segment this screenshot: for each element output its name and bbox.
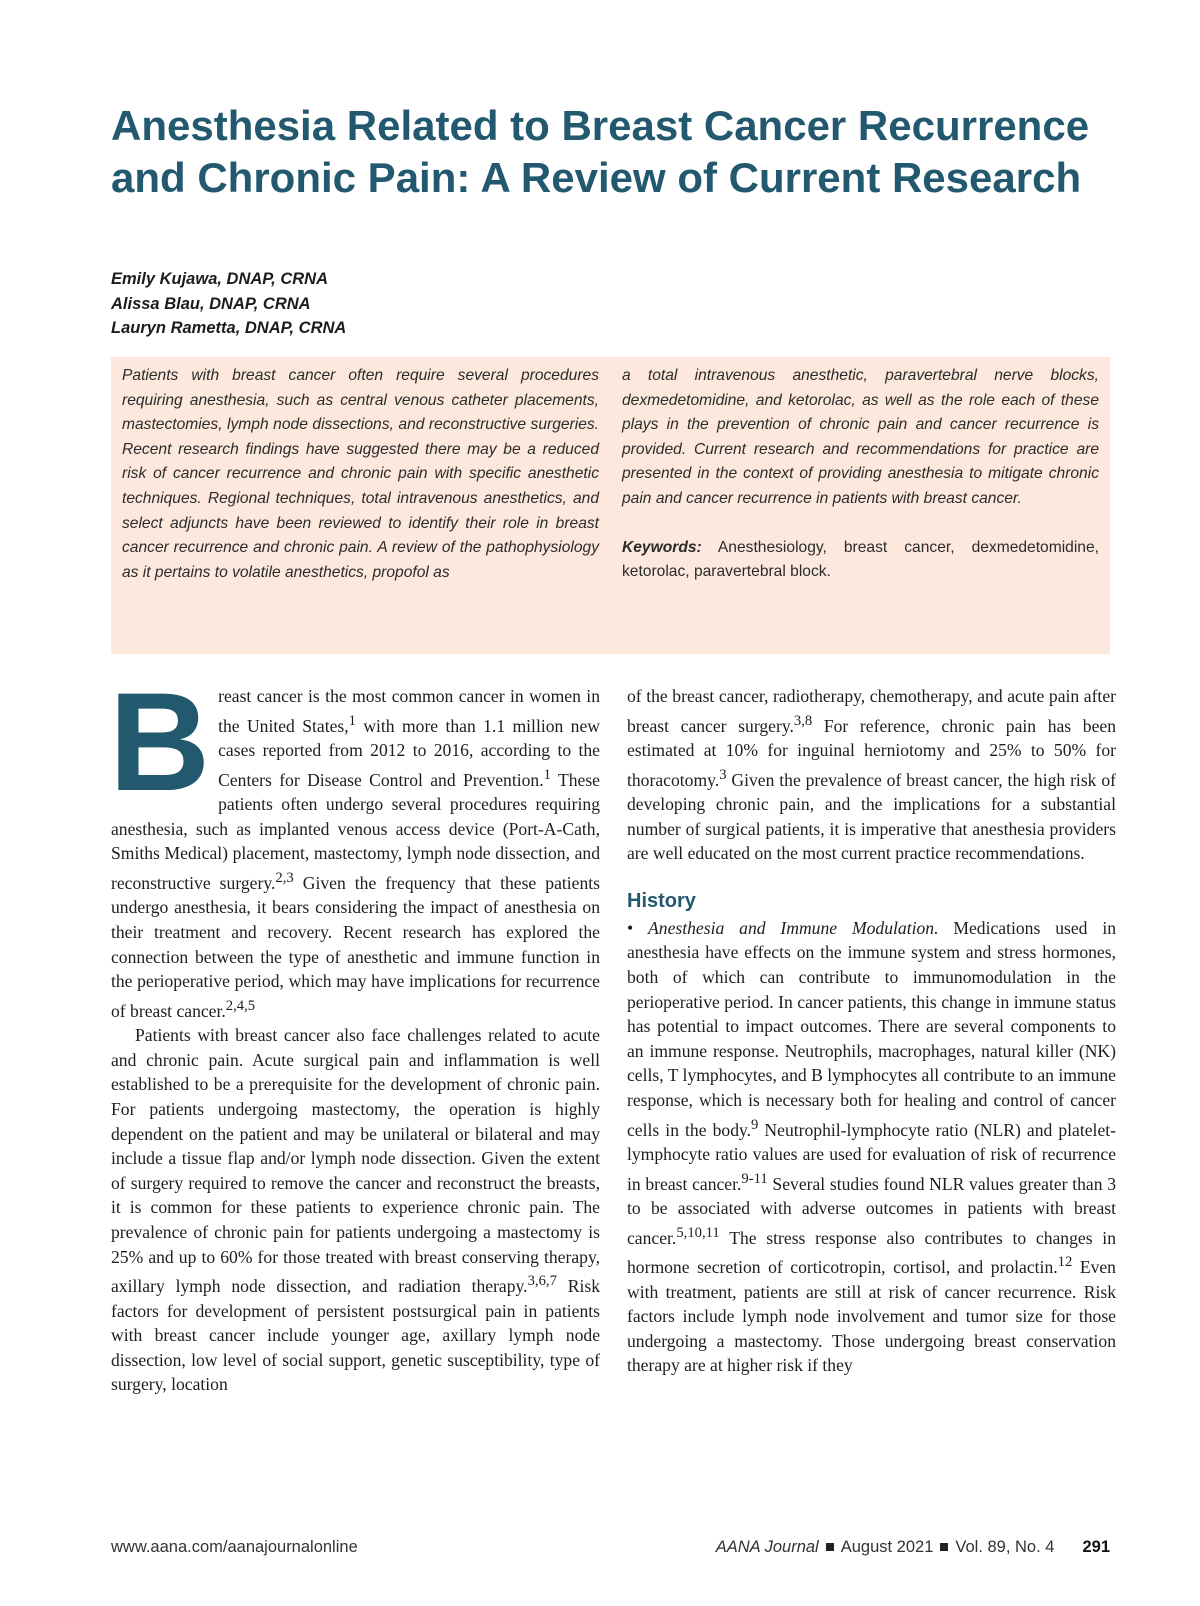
subsection-heading: Anesthesia and Immune Modulation.: [648, 917, 939, 938]
page-number: 291: [1082, 1538, 1110, 1556]
keywords-label: Keywords:: [622, 538, 702, 556]
keywords: [622, 536, 1099, 585]
body-paragraph: Patients with breast cancer also face challenges related to acute and chronic pain. Acute surgical pain and inflammation is well established to be a prerequisite for the development of chronic pain. For patients undergoing mastectomy, the operation is highly dependent on the patient and may be unilateral or bilateral and may include a tissue flap and/or lymph node dissection. Given the extent of surgery required to remove the cancer and reconstruct the breasts, it is common for these patients to experience chronic pain. The prevalence of chronic pain for patients undergoing a mastectomy is 25% and up to 60% for those treated with breast conserving therapy, axillary lymph node dissection, and radiation therapy.$^{3,6,7}$ Risk factors for development of persistent postsurgical pain in patients with breast cancer include younger age, axillary lymph node dissection, low level of social support, genetic susceptibility, type of surgery, location: [111, 1025, 601, 1395]
author-name: Alissa Blau, DNAP, CRNA: [111, 294, 311, 313]
body-column-right: [627, 684, 1116, 1378]
citation: 3,8: [793, 712, 813, 729]
citation: 1: [543, 766, 551, 783]
citation: 3,6,7: [527, 1273, 557, 1290]
citation: 2,3: [275, 869, 294, 886]
body-column-left: [109, 663, 601, 1397]
citation: 5,10,11: [676, 1224, 720, 1241]
keywords-list: Anesthesiology, breast cancer, dexmedetomidine, ketorolac, paravertebral block.: [622, 538, 1099, 581]
abstract-box: [111, 357, 1110, 654]
footer-citation: [716, 1538, 1110, 1557]
article-title: Anesthesia Related to Breast Cancer Recurrence and Chronic Pain: A Review of Current Research: [111, 102, 1090, 201]
intro-paragraph: Breast cancer is the most common cancer in women in the United States,$^1$ with more than 1.1 million new cases reported from 2012 to 2016, according to the Centers for Disease Control and Prevention.$^1$ These patients often undergo several procedures requiring anesthesia, such as implanted venous access device (Port-A-Cath, Smiths Medical) placement, mastectomy, lymph node dissection, and reconstructive surgery.$^{2,3}$ Given the frequency that these patients undergo anesthesia, it bears considering the impact of anesthesia on their treatment and recovery. Recent research has explored the connection between the type of anesthetic and immune function in the perioperative period, which may have implications for recurrence of breast cancer.$^{2,4,5}$: [109, 663, 600, 1021]
journal-name: AANA Journal: [715, 1538, 819, 1556]
citation: 2,4,5: [225, 997, 256, 1014]
drop-cap: B: [109, 663, 211, 820]
footer-url[interactable]: www.aana.com/aanajournalonline: [111, 1538, 358, 1556]
abstract-text: Patients with breast cancer often require several procedures requiring anesthesia, such as central venous catheter placements, mastectomies, lymph node dissections, and reconstructive surgeries. Recent research findings have suggested there may be a reduced risk of cancer recurrence and chronic pain with specific anesthetic techniques. Regional techniques, total intravenous anesthetics, and select adjuncts have been reviewed to identify their role in breast cancer recurrence and chronic pain. A review of the pathophysiology as it pertains to volatile anesthetics, propofol as: [122, 367, 599, 581]
citation: 1: [348, 712, 356, 729]
issue-date: August 2021: [840, 1538, 934, 1556]
author-name: Emily Kujawa, DNAP, CRNA: [111, 270, 328, 288]
author-name: Lauryn Rametta, DNAP, CRNA: [111, 319, 347, 337]
body-paragraph: • Anesthesia and Immune Modulation. Medications used in anesthesia have effects on the immune system and stress hormones, both of which can contribute to immunomodulation in the perioperative period. In cancer patients, this change in immune status has potential to impact outcomes. There are several components to an immune response. Neutrophils, macrophages, natural killer (NK) cells, T lymphocytes, and B lymphocytes all contribute to an immune response, which is necessary both for healing and control of cancer cells in the body.$^9$ Neutrophil-lymphocyte ratio (NLR) and platelet-lymphocyte ratio values are used for evaluation of risk of recurrence in breast cancer.$^{9-11}$ Several studies found NLR values greater than 3 to be associated with adverse outcomes in patients with breast cancer.$^{5,10,11}$ The stress response also contributes to changes in hormone secretion of corticotropin, cortisol, and prolactin.$^{12}$ Even with treatment, patients are still at risk of cancer recurrence. Risk factors include lymph node involvement and tumor size for those undergoing a mastectomy. Those undergoing breast conservation therapy are at higher risk if they: [627, 917, 1117, 1376]
author-list: [111, 267, 346, 341]
abstract-column-left: [122, 364, 599, 654]
citation: 12: [1057, 1254, 1073, 1271]
square-separator-icon: [826, 1543, 834, 1551]
citation: 9: [751, 1116, 759, 1133]
square-separator-icon: [940, 1543, 948, 1551]
abstract-text: a total intravenous anesthetic, paravertebral nerve blocks, dexmedetomidine, and ketorolac, as well as the role each of these plays in the prevention of chronic pain and cancer recurrence is provided. Current research and recommendations for practice are presented in the context of providing anesthesia to mitigate chronic pain and cancer recurrence in patients with breast cancer.: [622, 367, 1099, 507]
body-paragraph: of the breast cancer, radiotherapy, chemotherapy, and acute pain after breast cancer surgery.$^{3,8}$ For reference, chronic pain has been estimated at 10% for inguinal herniotomy and 25% to 50% for thoracotomy.$^3$ Given the prevalence of breast cancer, the high risk of developing chronic pain, and the implications for a substantial number of surgical patients, it is imperative that anesthesia providers are well educated on the most current practice recommendations.: [627, 686, 1117, 864]
volume-issue: Vol. 89, No. 4: [955, 1538, 1055, 1556]
abstract-column-right: [622, 364, 1099, 654]
citation: 9-11: [741, 1170, 768, 1187]
citation: 3: [719, 766, 727, 783]
bullet: •: [627, 917, 649, 938]
section-heading-history: History: [627, 889, 696, 912]
